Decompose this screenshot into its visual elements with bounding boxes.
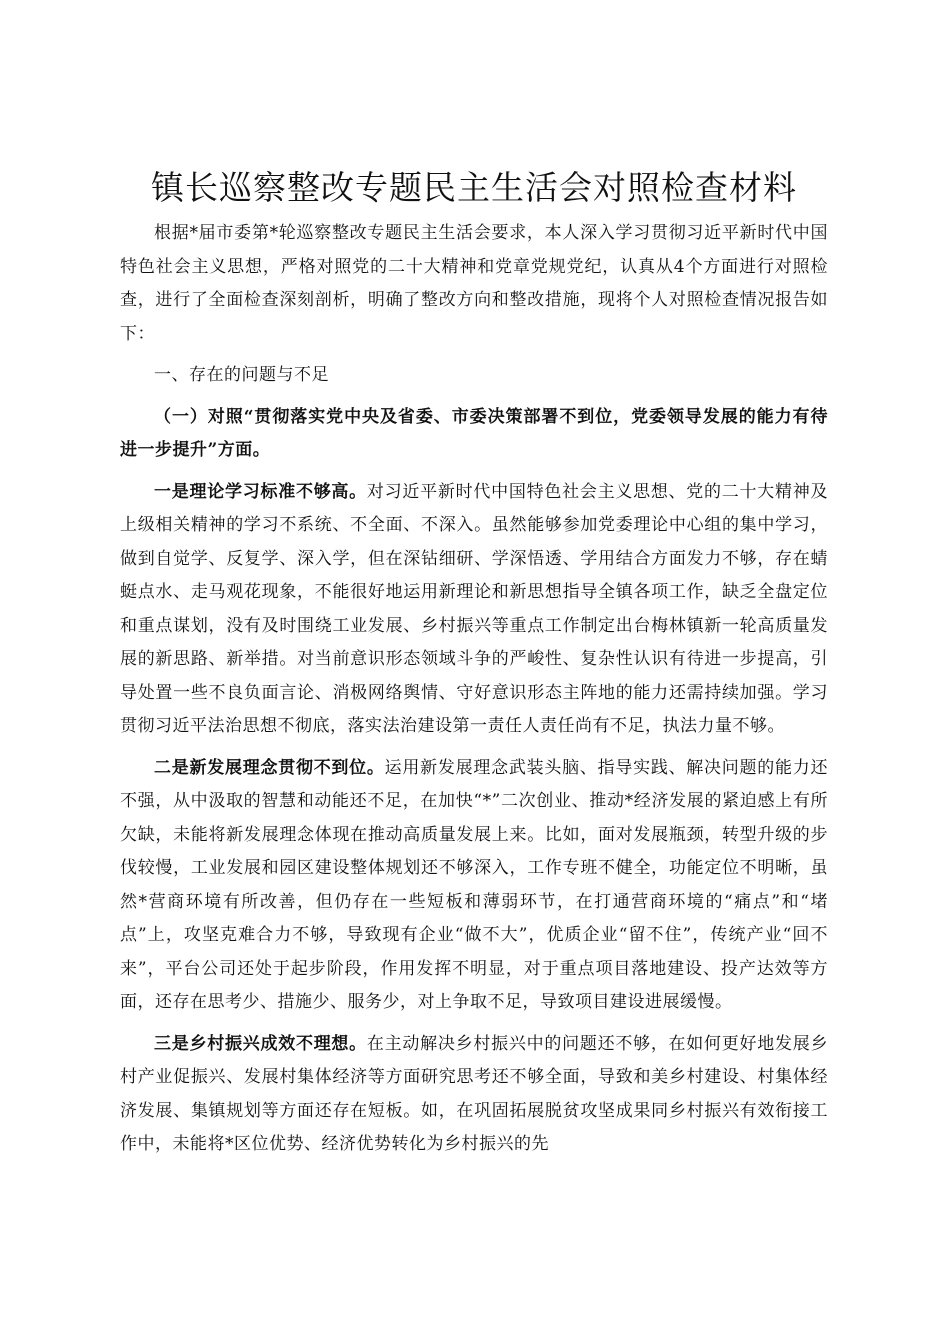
item-paragraph-1 — [120, 476, 828, 744]
section-heading-1: 一、存在的问题与不足 — [154, 365, 329, 385]
item-lead: 一是理论学习标准不够高。 — [154, 481, 367, 502]
intro-paragraph: 根据*届市委第*轮巡察整改专题民主生活会要求，本人深入学习贯彻习近平新时代中国特色社会主义思想，严格对照党的二十大精神和党章党规党纪，认真从4个方面进行对照检查，进行了全面检查深刻剖析，明确了整改方向和整改措施，现将个人对照检查情况报告如下： — [120, 223, 828, 344]
item-body: 在主动解决乡村振兴中的问题还不够，在如何更好地发展乡村产业促振兴、发展村集体经济等方面研究思考还不够全面，导致和美乡村建设、村集体经济发展、集镇规划等方面还存在短板。如，在巩固拓展脱贫攻坚成果同乡村振兴有效衔接工作中，未能将*区位优势、经济优势转化为乡村振兴的先 — [120, 1033, 829, 1154]
subsection-heading-1: （一）对照“贯彻落实党中央及省委、市委决策部署不到位，党委领导发展的能力有待进一步提升”方面。 — [120, 406, 828, 460]
item-body: 对习近平新时代中国特色社会主义思想、党的二十大精神及上级相关精神的学习不系统、不全面、不深入。虽然能够参加党委理论中心组的集中学习，做到自觉学、反复学、深入学，但在深钻细研、学深悟透、学用结合方面发力不够，存在蜻蜓点水、走马观花现象，不能很好地运用新理论和新思想指导全镇各项工作，缺乏全盘定位和重点谋划，没有及时围绕工业发展、乡村振兴等重点工作制定出台梅林镇新一轮高质量发展的新思路、新举措。对当前意识形态领域斗争的严峻性、复杂性认识有待进一步提高，引导处置一些不良负面言论、消极网络舆情、守好意识形态主阵地的能力还需持续加强。学习贯彻习近平法治思想不彻底，落实法治建设第一责任人责任尚有不足，执法力量不够。 — [120, 481, 829, 736]
item-paragraph-3 — [120, 1028, 828, 1162]
item-body: 运用新发展理念武装头脑、指导实践、解决问题的能力还不强，从中汲取的智慧和动能还不足，在加快“*”二次创业、推动*经济发展的紧迫感上有所欠缺，未能将新发展理念体现在推动高质量发展上来。比如，面对发展瓶颈，转型升级的步伐较慢，工业发展和园区建设整体规划还不够深入，工作专班不健全，功能定位不明晰，虽然*营商环境有所改善，但仍存在一些短板和薄弱环节，在打通营商环境的“痛点”和“堵点”上，攻坚克难合力不够，导致现有企业“做不大”，优质企业“留不住”，传统产业“回不来”，平台公司还处于起步阶段，作用发挥不明显，对于重点项目落地建设、投产达效等方面，还存在思考少、措施少、服务少，对上争取不足，导致项目建设进展缓慢。 — [120, 757, 829, 1012]
document-page — [120, 165, 828, 1170]
item-paragraph-2 — [120, 752, 828, 1020]
item-lead: 三是乡村振兴成效不理想。 — [154, 1033, 367, 1054]
item-lead: 二是新发展理念贯彻不到位。 — [154, 757, 385, 778]
document-title: 镇长巡察整改专题民主生活会对照检查材料 — [151, 168, 797, 207]
